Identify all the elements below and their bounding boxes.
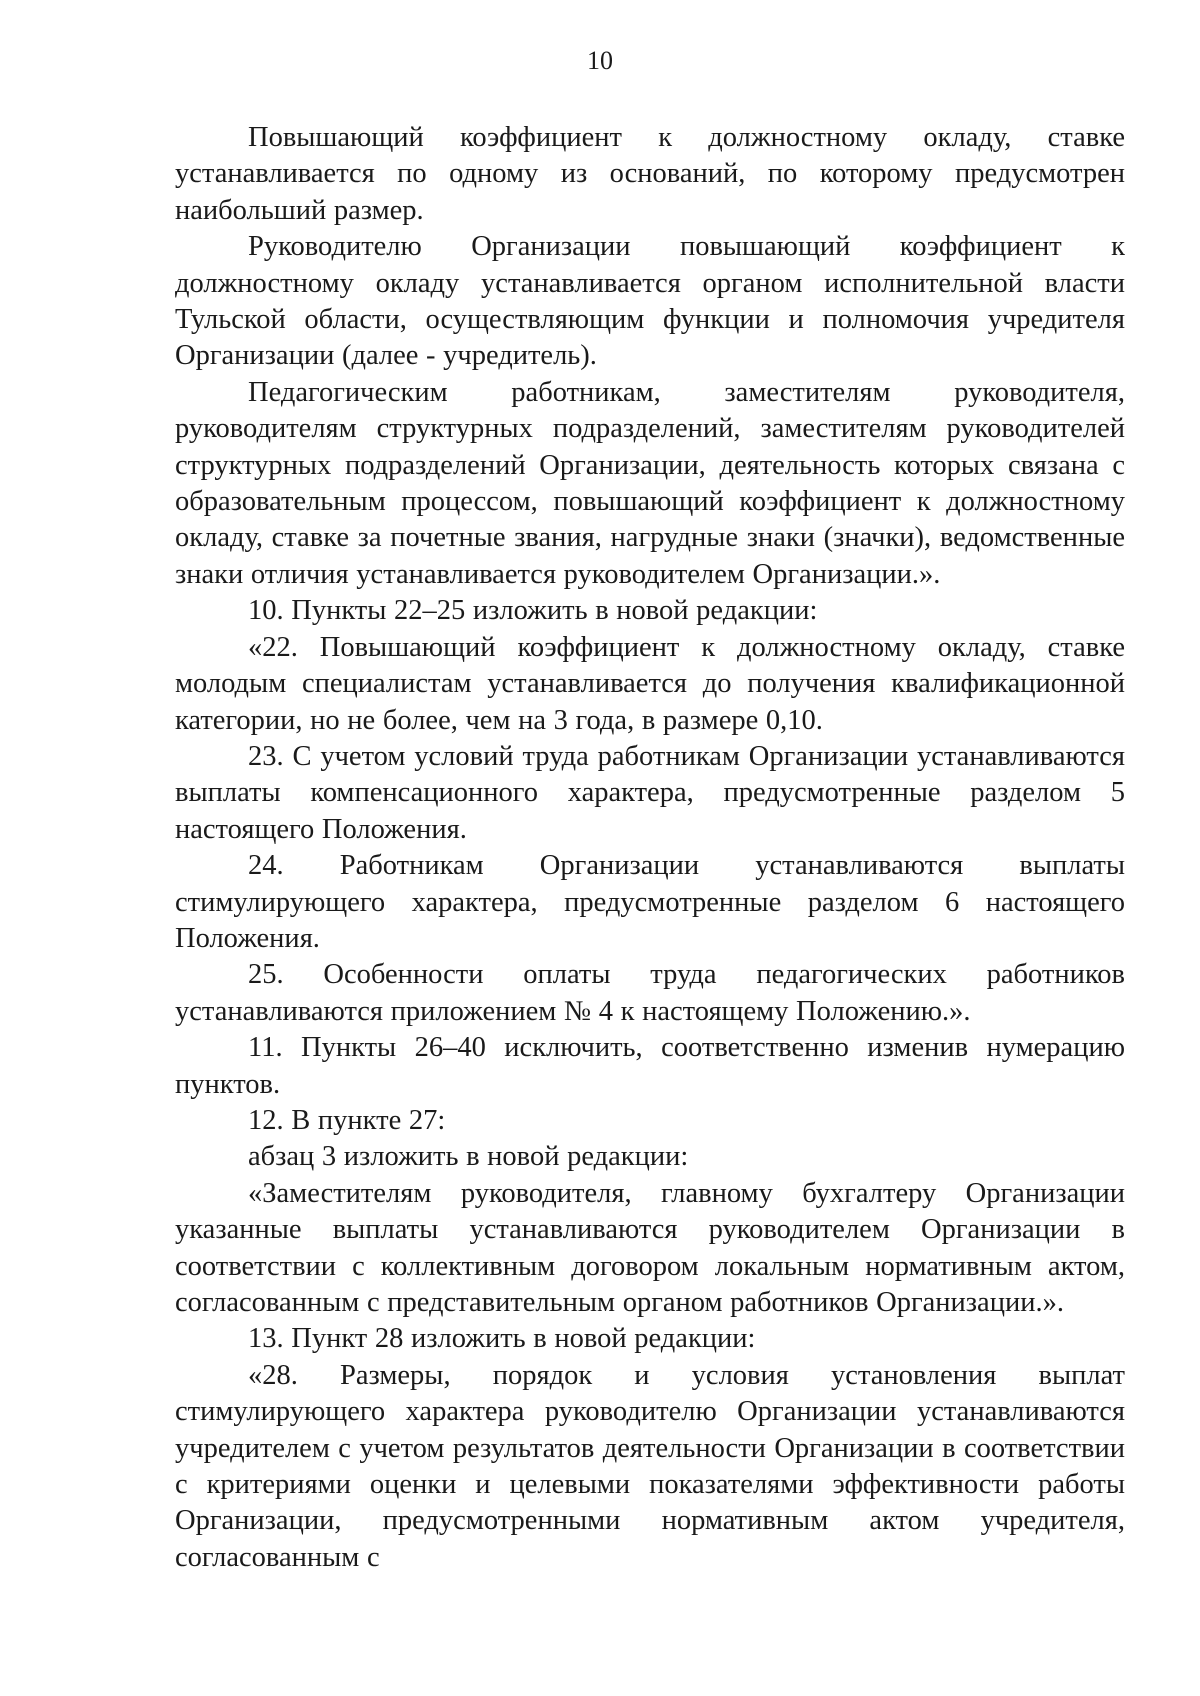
paragraph-11: абзац 3 изложить в новой редакции: (248, 1141, 689, 1173)
paragraph-5: «22. Повышающий коэффициент к должностному окладу, ставке молодым специалистам устанавливается до получения квалификационной категории, но не более, чем на 3 года, в размере 0,10. (175, 631, 1125, 736)
paragraph-7: 24. Работникам Организации устанавливаются выплаты стимулирующего характера, предусмотренные разделом 6 настоящего Положения. (175, 850, 1125, 954)
paragraph-13: 13. Пункт 28 изложить в новой редакции: (248, 1323, 756, 1355)
document-body (175, 120, 1125, 1576)
paragraph-9: 11. Пункты 26–40 исключить, соответственно изменив нумерацию пунктов. (175, 1032, 1125, 1100)
page-number: 10 (587, 46, 613, 75)
paragraph-4: 10. Пункты 22–25 изложить в новой редакции: (248, 595, 818, 627)
paragraph-6: 23. С учетом условий труда работникам Организации устанавливаются выплаты компенсационного характера, предусмотренные разделом 5 настоящего Положения. (175, 740, 1125, 845)
paragraph-10: 12. В пункте 27: (248, 1104, 446, 1136)
paragraph-12: «Заместителям руководителя, главному бухгалтеру Организации указанные выплаты устанавливаются руководителем Организации в соответствии с коллективным договором локальным нормативным актом, согласованным с представительным органом работников Организации.». (175, 1177, 1125, 1318)
paragraph-3: Педагогическим работникам, заместителям руководителя, руководителям структурных подразделений, заместителям руководителей структурных подразделений Организации, деятельность которых связана с образовательным процессом, повышающий коэффициент к должностному окладу, ставке за почетные звания, нагрудные знаки (значки), ведомственные знаки отличия устанавливается руководителем Организации.». (175, 376, 1125, 590)
paragraph-8: 25. Особенности оплаты труда педагогических работников устанавливаются приложением № 4 к настоящему Положению.». (175, 959, 1125, 1027)
paragraph-1: Повышающий коэффициент к должностному окладу, ставке устанавливается по одному из оснований, по которому предусмотрен наибольший размер. (175, 122, 1125, 226)
paragraph-14: «28. Размеры, порядок и условия установления выплат стимулирующего характера руководителю Организации устанавливаются учредителем с учетом результатов деятельности Организации в соответствии с критериями оценки и целевыми показателями эффективности работы Организации, предусмотренными нормативным актом учредителя, согласованным с (175, 1359, 1125, 1573)
paragraph-2: Руководителю Организации повышающий коэффициент к должностному окладу устанавливается органом исполнительной власти Тульской области, осуществляющим функции и полномочия учредителя Организации (далее - учредитель). (175, 231, 1125, 372)
